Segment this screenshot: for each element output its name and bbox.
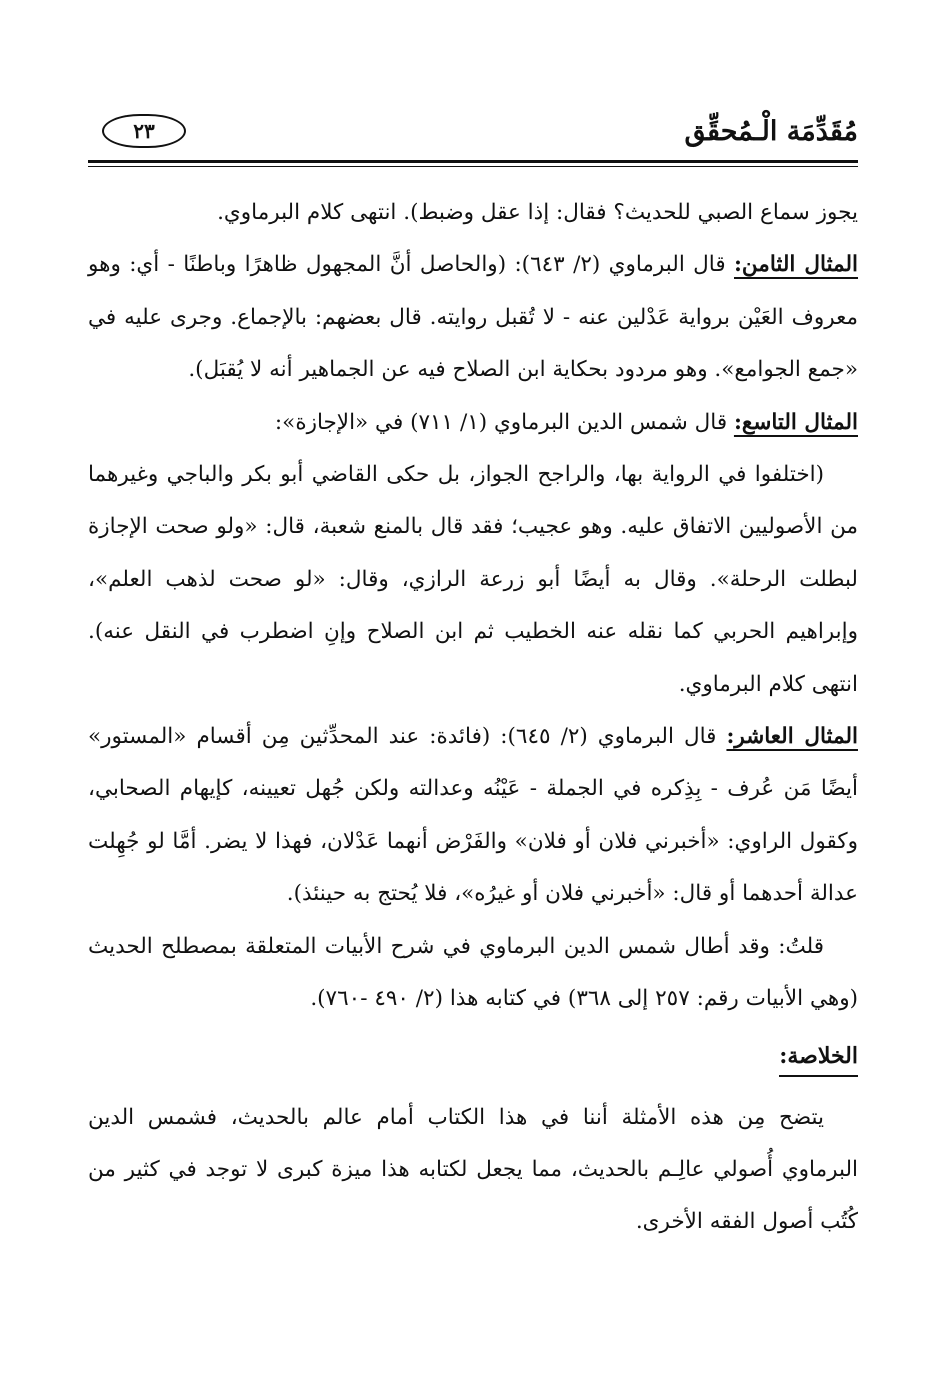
example-ten-heading: المثال العاشر: bbox=[726, 724, 858, 750]
header-rule-thick bbox=[88, 160, 858, 163]
paragraph-text: قال البرماوي (٢/ ٦٤٣): (والحاصل أنَّ المجهول ظاهرًا وباطنًا - أي: وهو معروف العَيْن برواية عَدْلين عنه - لا تُقبل روايته. قال بعضهم: بالإجماع. وجرى عليه في «جمع الجوامع». وهو مردود بحكاية ابن الصلاح فيه عن الجماهير أنه لا يُقبَل). bbox=[88, 252, 858, 383]
header-rule-thin bbox=[88, 166, 858, 167]
paragraph bbox=[88, 187, 858, 239]
paragraph-text: يجوز سماع الصبي للحديث؟ فقال: إذا عقل وضبط). انتهى كلام البرماوي. bbox=[217, 200, 858, 225]
summary-paragraph bbox=[88, 1092, 858, 1249]
paragraph-text: قال شمس الدين البرماوي (١/ ٧١١) في «الإجازة»: bbox=[274, 409, 734, 435]
example-eight-heading: المثال الثامن: bbox=[734, 252, 859, 278]
summary-heading-text: الخلاصة: bbox=[779, 1043, 858, 1077]
example-eight-paragraph bbox=[88, 239, 858, 396]
editor-note-paragraph bbox=[88, 921, 858, 1026]
paragraph-text: (اختلفوا في الرواية بها، والراجح الجواز، بل حكى القاضي أبو بكر والباجي وغيرهما من الأصوليين الاتفاق عليه. وهو عجيب؛ فقد قال بالمنع شعبة، قال: «ولو صحت الإجازة لبطلت الرحلة». وقال به أيضًا أبو زرعة الرازي، وقال: «لو صحت لذهب العلم»، وإبراهيم الحربي كما نقله عنه الخطيب ثم ابن الصلاح وإنِ اضطرب في النقل عنه). انتهى كلام البرماوي. bbox=[88, 462, 858, 697]
paragraph-text: قال البرماوي (٢/ ٦٤٥): (فائدة: عند المحدِّثين مِن أقسام «المستور» أيضًا مَن عُرف - بِذِكره في الجملة - عَيْنُه وعدالته ولكن جُهل تعيينه، كإيهام الصحابي، وكقول الراوي: «أخبرني فلان أو فلان» والفَرْض أنهما عَدْلان، فهذا لا يضر. أمَّا لو جُهِلت عدالة أحدهما أو قال: «أخبرني فلان أو غيرُه»، فلا يُحتج به حينئذ). bbox=[88, 724, 858, 907]
paragraph-text: قلتُ: وقد أطال شمس الدين البرماوي في شرح الأبيات المتعلقة بمصطلح الحديث (وهي الأبيات رقم: ٢٥٧ إلى ٣٦٨) في كتابه هذا (٢/ ٤٩٠ -٧٦٠). bbox=[88, 933, 858, 1012]
example-nine-heading: المثال التاسع: bbox=[733, 409, 858, 435]
quote-paragraph bbox=[88, 449, 858, 711]
example-nine-paragraph bbox=[88, 397, 858, 449]
page-number: ٢٣ bbox=[102, 114, 186, 148]
page-header bbox=[88, 100, 858, 158]
body-text bbox=[88, 187, 858, 1249]
running-title: مُقَدِّمَة الْـمُحقِّق bbox=[684, 116, 858, 147]
example-ten-paragraph bbox=[88, 711, 858, 921]
book-page bbox=[88, 100, 858, 1249]
summary-text: يتضح مِن هذه الأمثلة أننا في هذا الكتاب أمام عالم بالحديث، فشمس الدين البرماوي أُصولي عالِـم بالحديث، مما يجعل لكتابه هذا ميزة كبرى لا توجد في كثير من كُتُب أصول الفقه الأخرى. bbox=[88, 1104, 858, 1235]
summary-heading bbox=[88, 1030, 858, 1082]
